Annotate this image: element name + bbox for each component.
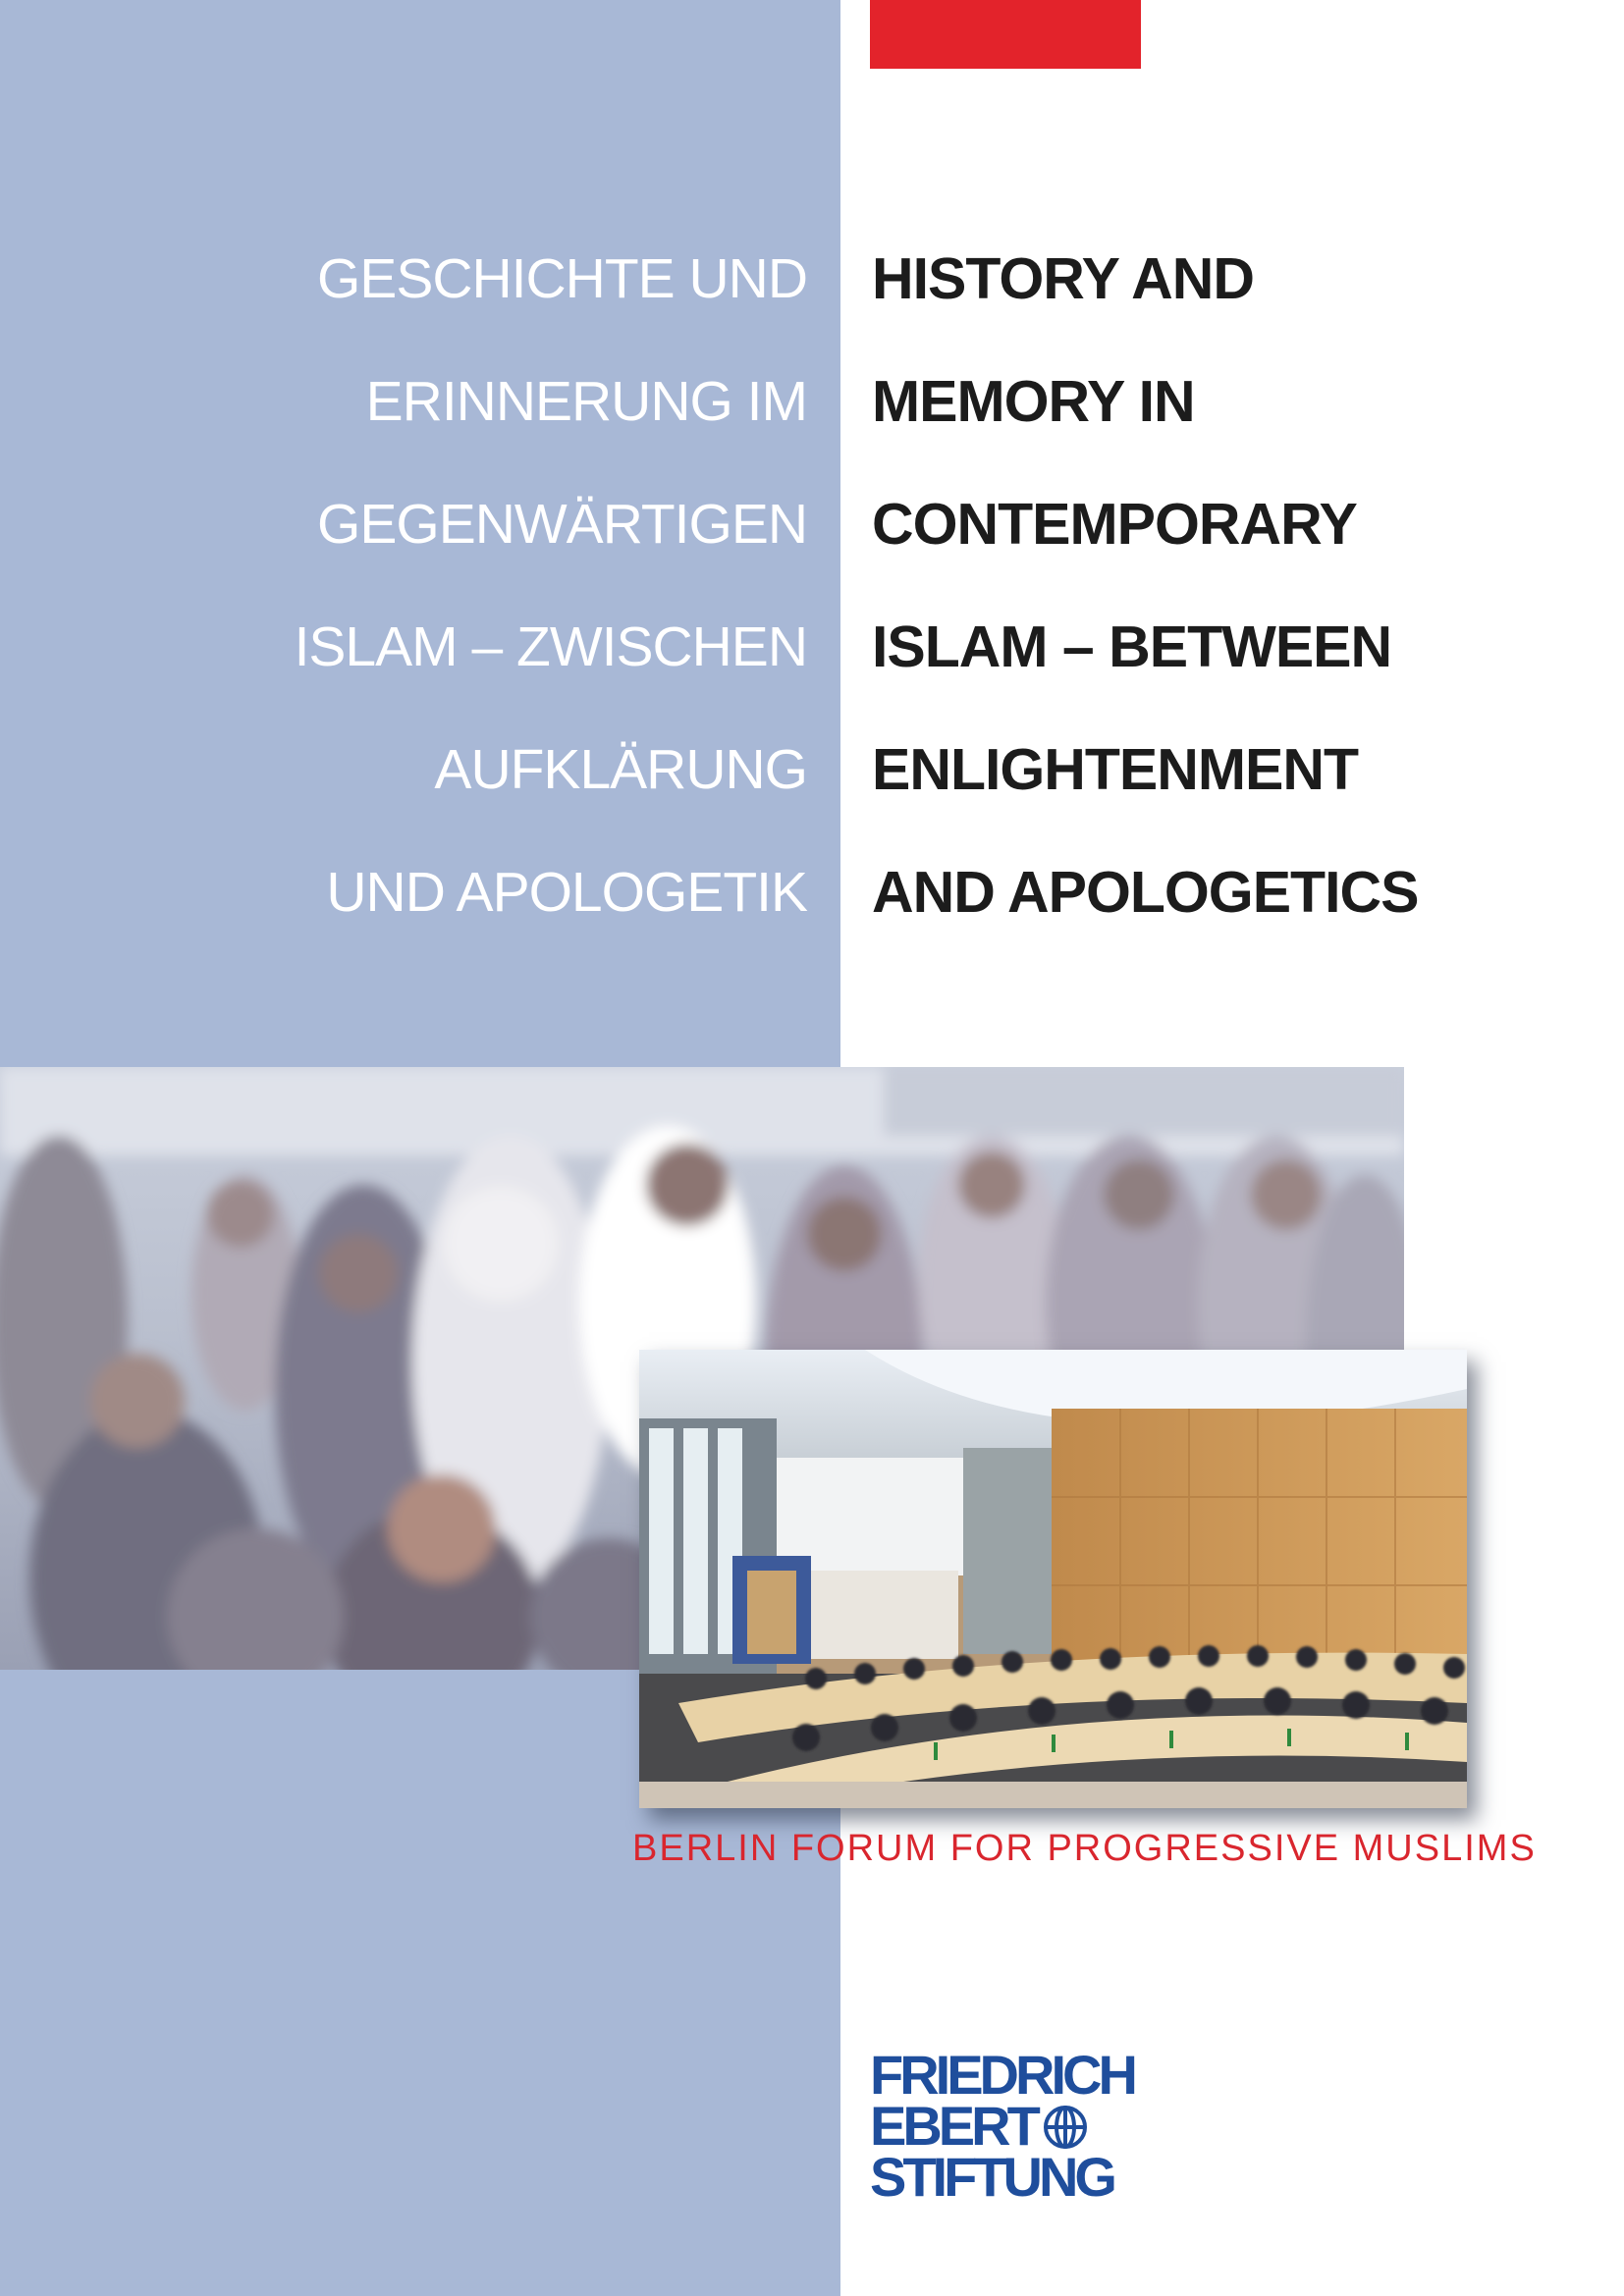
german-title-line: UND APOLOGETIK — [326, 861, 807, 924]
english-title-line: CONTEMPORARY — [872, 492, 1357, 557]
series-label: BERLIN FORUM FOR PROGRESSIVE MUSLIMS — [632, 1828, 1537, 1869]
logo-line-2: EBERT — [870, 2095, 1037, 2157]
logo-line-1: FRIEDRICH — [870, 2047, 1134, 2106]
german-title-line: ERINNERUNG IM — [365, 370, 807, 433]
english-title-line: ISLAM – BETWEEN — [872, 614, 1392, 679]
english-title-line: HISTORY AND — [872, 246, 1254, 311]
conference-hall-photo — [639, 1350, 1467, 1808]
english-title-line: AND APOLOGETICS — [872, 860, 1419, 925]
german-title-line: ISLAM – ZWISCHEN — [294, 615, 807, 678]
german-title — [0, 218, 807, 954]
english-title-line: MEMORY IN — [872, 369, 1195, 434]
english-title-line: ENLIGHTENMENT — [872, 737, 1359, 802]
english-title — [872, 218, 1579, 954]
red-accent-bar — [870, 0, 1141, 69]
german-title-line: AUFKLÄRUNG — [434, 738, 807, 801]
logo-line-3: STIFTUNG — [870, 2146, 1113, 2204]
friedrich-ebert-stiftung-logo — [870, 2047, 1145, 2204]
german-title-line: GESCHICHTE UND — [316, 247, 807, 310]
globe-icon — [1046, 2108, 1085, 2147]
german-title-line: GEGENWÄRTIGEN — [317, 493, 807, 556]
